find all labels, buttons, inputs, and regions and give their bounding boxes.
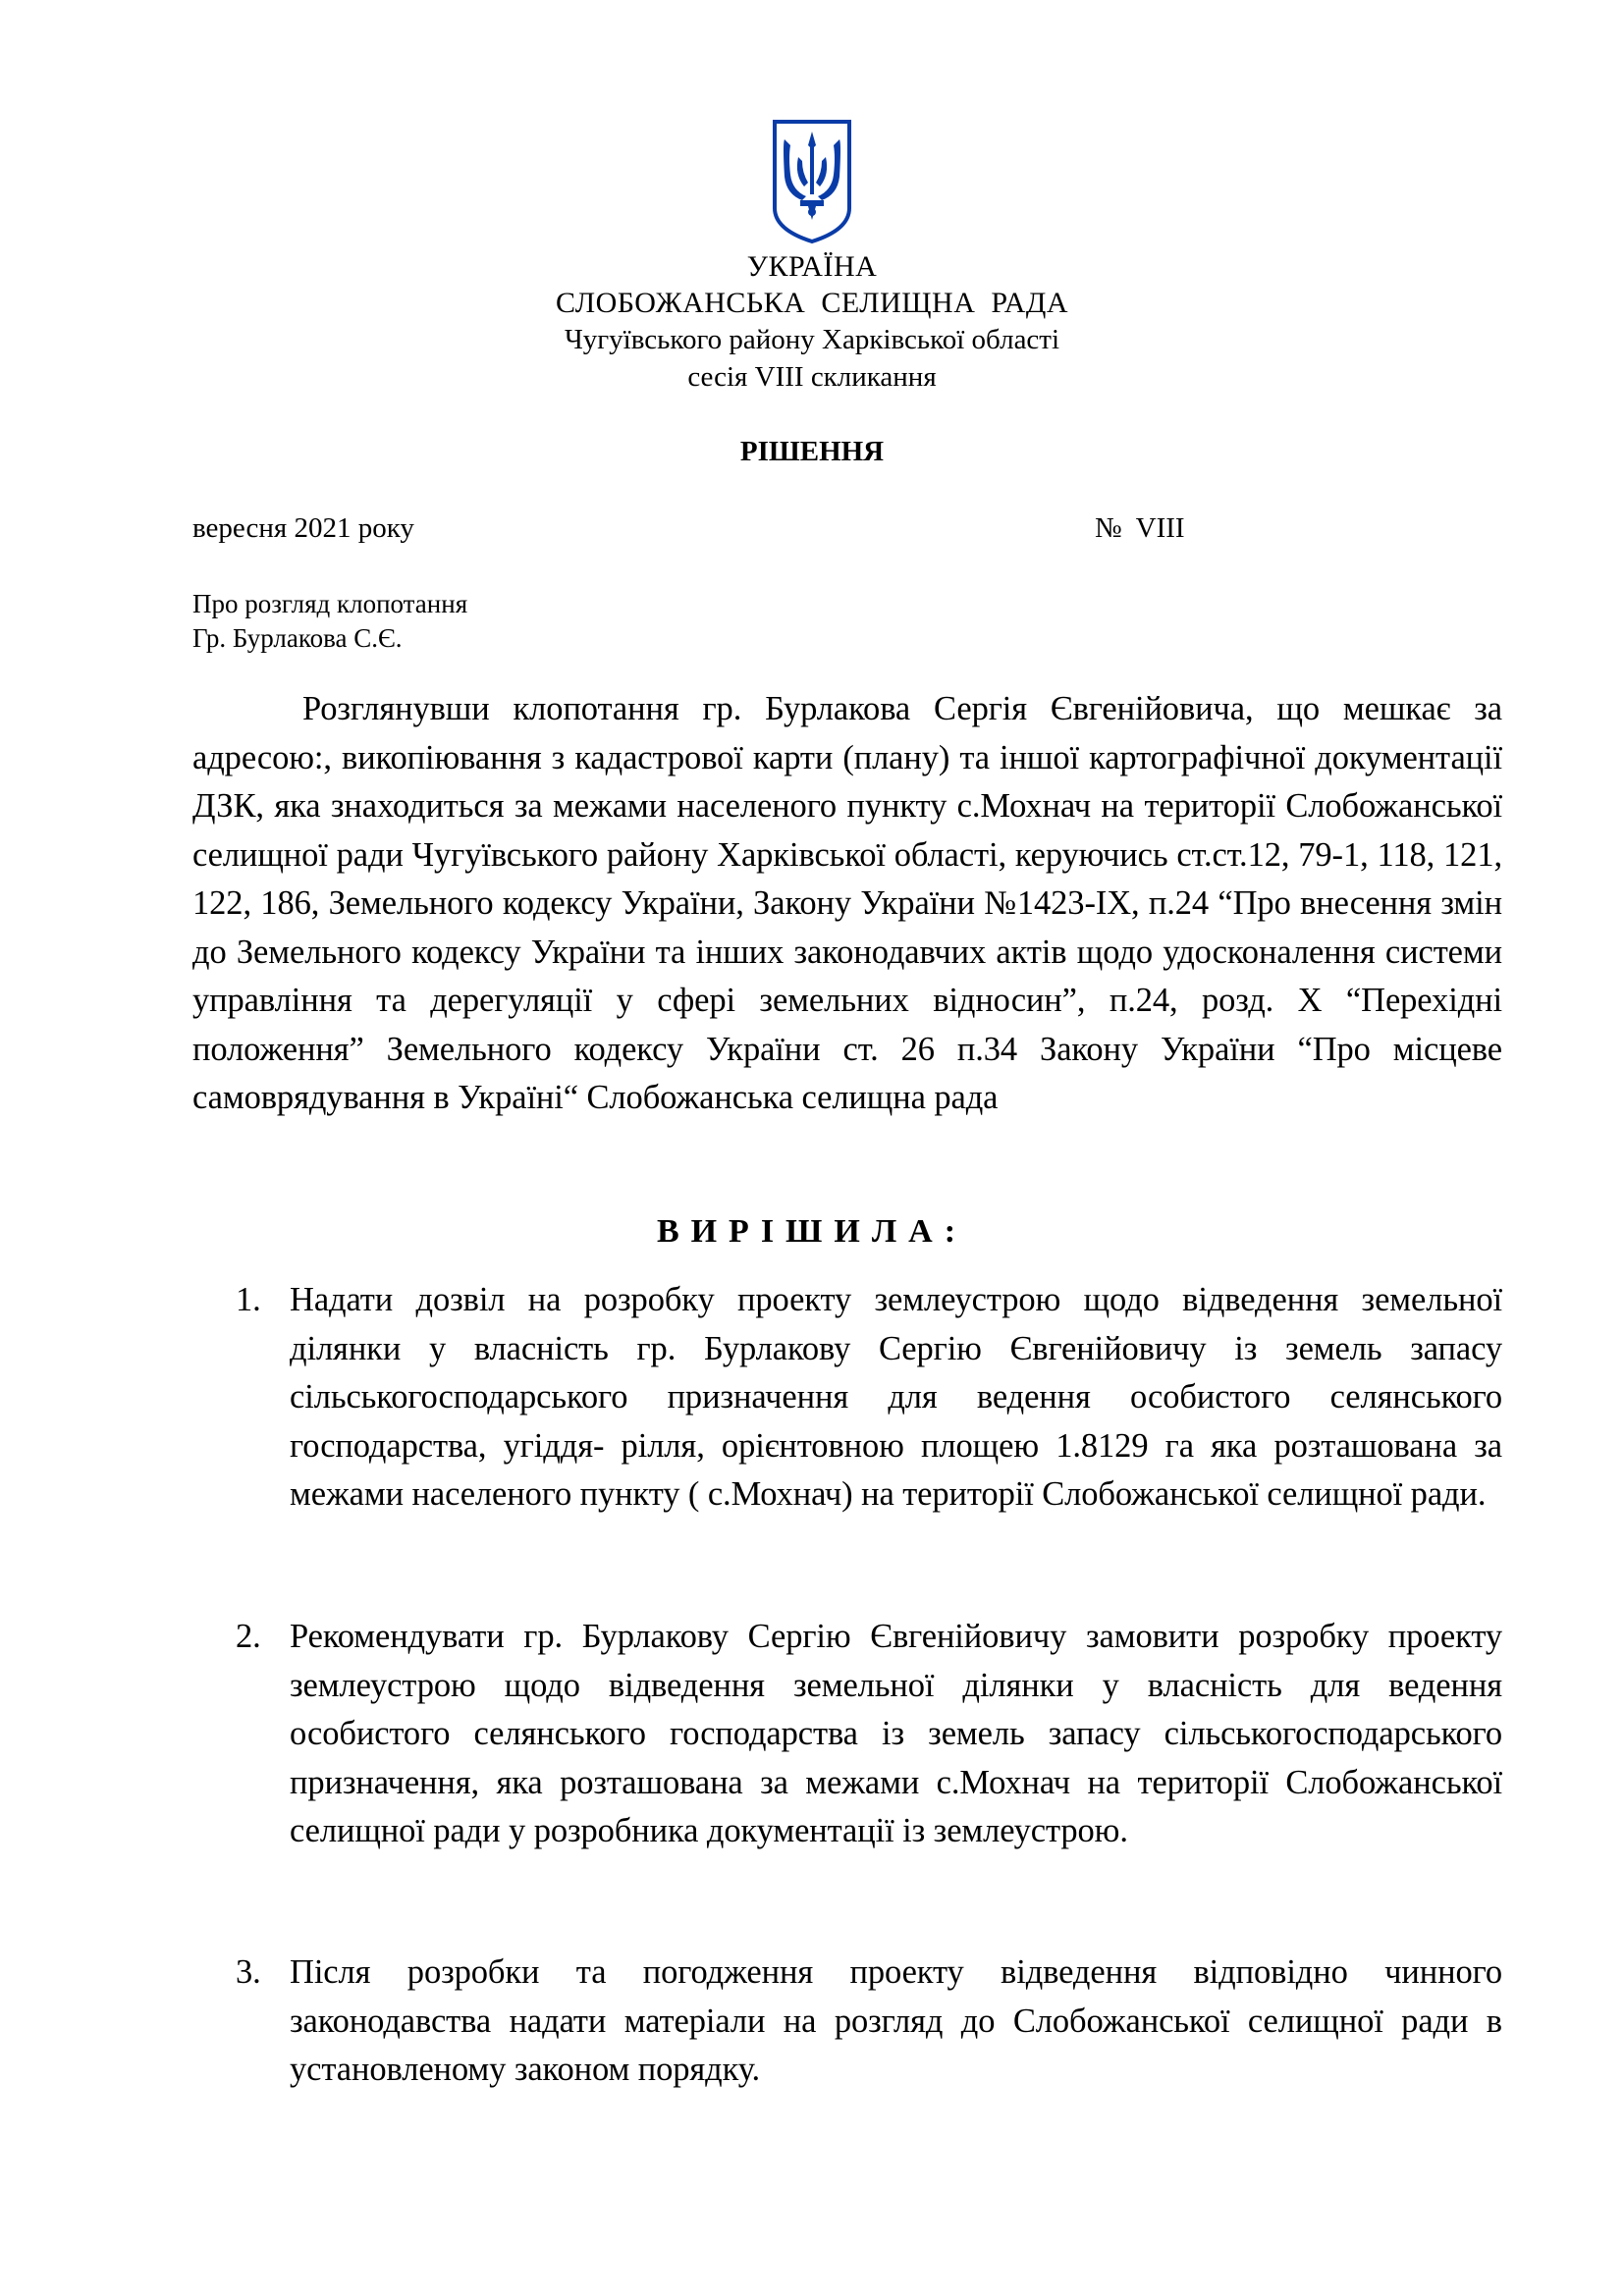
session-name: сесія VIII скликання — [687, 361, 937, 393]
item-text: Рекомендувати гр. Бурлакову Сергію Євгенійовичу замовити розробку проекту землеустрою щодо відведення земельної ділянки у власність для ведення особистого селянського господарства із земель запасу сільськогосподарського призначення, яка розташована за межами с.Мохнач на території Слобожанської селищної ради у розробника документації із землеустрою. — [290, 1618, 1502, 1849]
decision-item — [236, 1276, 1502, 1520]
subject-line-1: Про розгляд клопотання — [192, 589, 468, 618]
document-title: РІШЕННЯ — [739, 436, 885, 467]
item-text: Надати дозвіл на розробку проекту землеустрою щодо відведення земельної ділянки у власність гр. Бурлакову Сергію Євгенійовичу із земель запасу сільськогосподарського призначення для ведення особистого селянського господарства, угіддя- рілля, орієнтовною площею 1.8129 га яка розташована за межами населеного пункту ( с.Мохнач) на території Слобожанської селищної ради. — [290, 1281, 1502, 1513]
preamble-paragraph: Розглянувши клопотання гр. Бурлакова Сергія Євгенійовича, що мешкає за адресою:, викопіювання з кадастрової карти (плану) та іншої картографічної документації ДЗК, яка знаходиться за межами населеного пункту с.Мохнач на території Слобожанської селищної ради Чугуївського району Харківської області, керуючись ст.ст.12, 79-1, 118, 121, 122, 186, Земельного кодексу України, Закону України №1423-IX, п.24 “Про внесення змін до Земельного кодексу України та інших законодавчих актів щодо удосконалення системи управління та дерегуляції у сфері земельних відносин”, п.24, розд. X “Перехідні положення” Земельного кодексу України ст. 26 п.34 Закону України “Про місцеве самоврядування в Україні“ Слобожанська селищна рада — [192, 690, 1502, 1116]
decision-date: вересня 2021 року — [192, 512, 414, 544]
decision-item — [236, 1949, 1502, 2095]
district-name: Чугуївського району Харківської області — [564, 324, 1060, 355]
item-text: Після розробки та погодження проекту відведення відповідно чинного законодавства надати матеріали на розгляд до Слобожанської селищної ради в установленому законом порядку. — [290, 1953, 1502, 2088]
council-name: СЛОБОЖАНСЬКА СЕЛИЩНА РАДА — [555, 287, 1069, 319]
item-number: 1. — [236, 1281, 261, 1318]
decided-heading: ВИРІШИЛА: — [656, 1213, 968, 1250]
item-number: 2. — [236, 1618, 261, 1655]
subject-line-2: Гр. Бурлакова С.Є. — [192, 623, 403, 653]
decision-item — [236, 1613, 1502, 1856]
decision-number: № VIII — [1095, 512, 1185, 544]
country-name: УКРАЇНА — [746, 250, 878, 283]
item-number: 3. — [236, 1953, 261, 1991]
